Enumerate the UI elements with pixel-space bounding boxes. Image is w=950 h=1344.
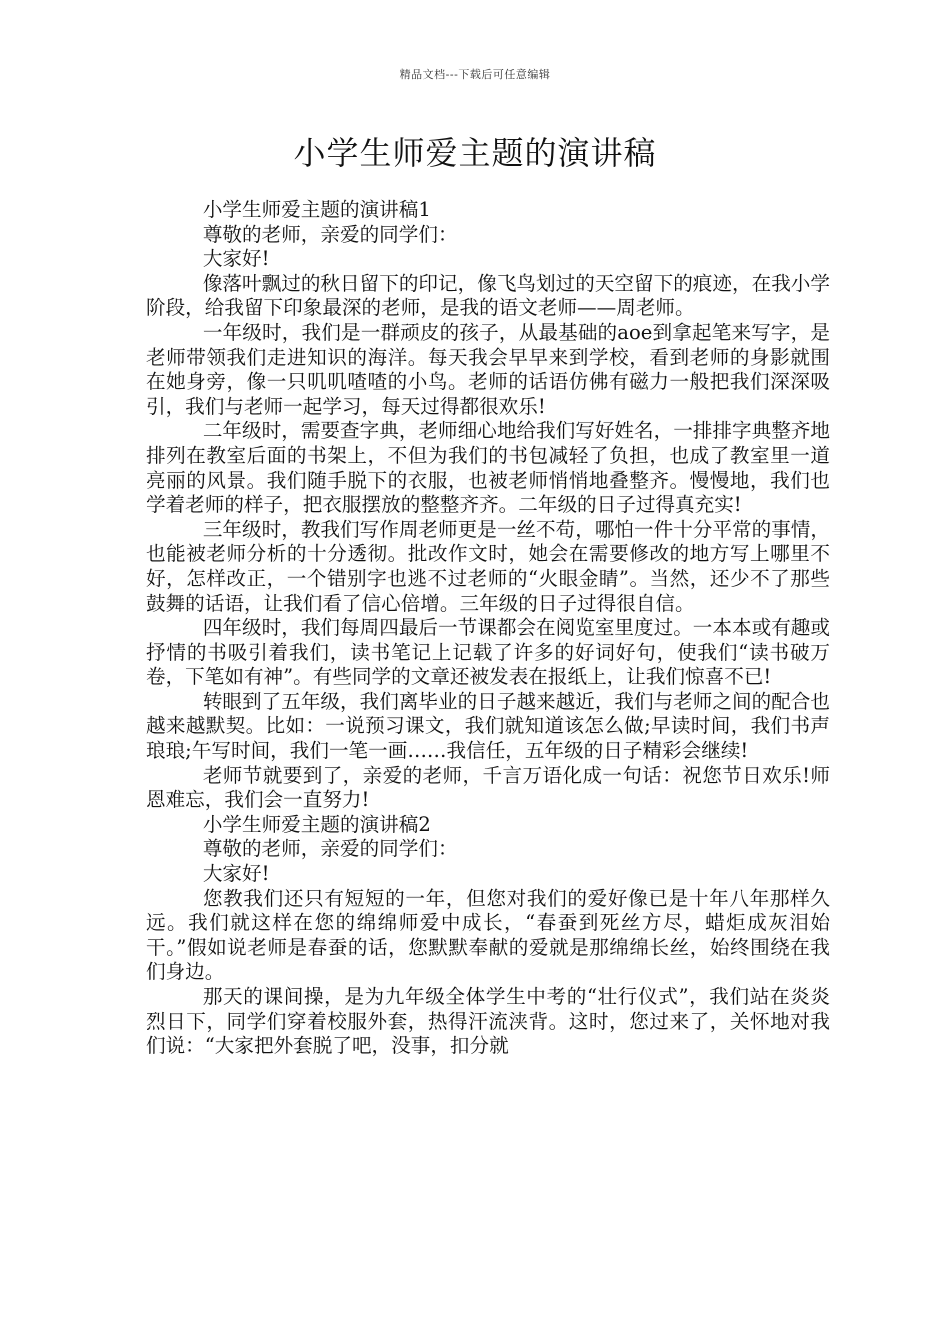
document-title: 小学生师爱主题的演讲稿 [293,134,657,172]
paragraph: 像落叶飘过的秋日留下的印记，像飞鸟划过的天空留下的痕迹，在我小学阶段，给我留下印象最深的老师，是我的语文老师——周老师。 [146,271,830,320]
header-note: 精品文档---下载后可任意编辑 [399,68,551,81]
paragraph: 您教我们还只有短短的一年，但您对我们的爱好像已是十年八年那样久远。我们就这样在您的绵绵师爱中成长，“春蚕到死丝方尽，蜡炬成灰泪始干。”假如说老师是春蚕的话，您默默奉献的爱就是那绵绵长丝，始终围绕在我们身边。 [146,886,830,984]
paragraph-greeting: 大家好! [202,247,270,271]
paragraph: 老师节就要到了，亲爱的老师，千言万语化成一句话：祝您节日欢乐!师恩难忘，我们会一直努力! [146,763,830,812]
paragraph-speech-1-heading: 小学生师爱主题的演讲稿1 [202,198,431,221]
paragraph-speech-2-heading: 小学生师爱主题的演讲稿2 [202,812,431,836]
paragraph: 二年级时，需要查字典，老师细心地给我们写好姓名，一排排字典整齐地排列在教室后面的书架上，不但为我们的书包减轻了负担，也成了教室里一道亮丽的风景。我们随手脱下的衣服，也被老师悄悄地叠整齐。慢慢地，我们也学着老师的样子，把衣服摆放的整整齐齐。二年级的日子过得真充实! [146,419,830,517]
paragraph-salutation: 尊敬的老师，亲爱的同学们： [202,222,458,246]
paragraph: 转眼到了五年级，我们离毕业的日子越来越近，我们与老师之间的配合也越来越默契。比如：一说预习课文，我们就知道该怎么做;早读时间，我们书声琅琅;午写时间，我们一笔一画……我信任，五年级的日子精彩会继续! [146,689,830,763]
paragraph-salutation: 尊敬的老师，亲爱的同学们： [202,837,458,861]
paragraph-greeting: 大家好! [202,862,270,886]
document-body [146,198,830,1059]
paragraph: 一年级时，我们是一群顽皮的孩子，从最基础的aoe到拿起笔来写字，是老师带领我们走进知识的海洋。每天我会早早来到学校，看到老师的身影就围在她身旁，像一只叽叽喳喳的小鸟。老师的话语仿佛有磁力一般把我们深深吸引，我们与老师一起学习，每天过得都很欢乐! [146,320,830,418]
paragraph: 三年级时，教我们写作周老师更是一丝不苟，哪怕一件十分平常的事情，也能被老师分析的十分透彻。批改作文时，她会在需要修改的地方写上哪里不好，怎样改正，一个错别字也逃不过老师的“火眼金睛”。当然，还少不了那些鼓舞的话语，让我们看了信心倍增。三年级的日子过得很自信。 [146,517,830,615]
paragraph: 那天的课间操，是为九年级全体学生中考的“壮行仪式”，我们站在炎炎烈日下，同学们穿着校服外套，热得汗流浃背。这时，您过来了，关怀地对我们说：“大家把外套脱了吧，没事，扣分就 [146,985,830,1058]
paragraph: 四年级时，我们每周四最后一节课都会在阅览室里度过。一本本或有趣或抒情的书吸引着我们，读书笔记上记载了许多的好词好句，使我们“读书破万卷，下笔如有神”。有些同学的文章还被发表在报纸上，让我们惊喜不已! [146,616,830,689]
